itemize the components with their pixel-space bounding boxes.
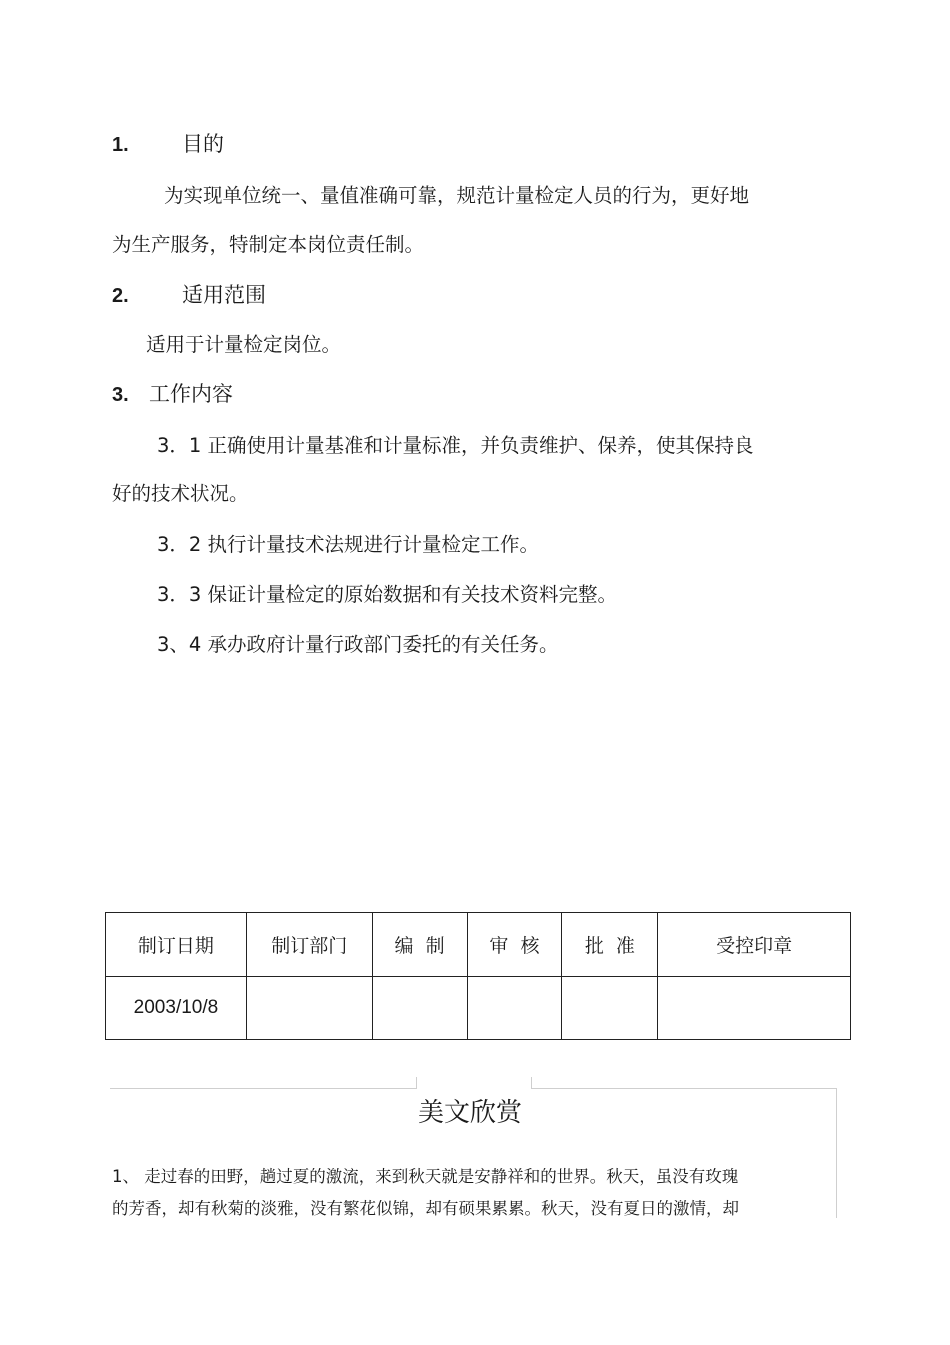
frame-left-notch xyxy=(416,1077,417,1089)
frame-top-right-line xyxy=(531,1088,837,1089)
header-cell-reviewed: 审 核 xyxy=(467,913,562,977)
cell-compiled-value xyxy=(372,977,467,1040)
item-3-3: 3．3 保证计量检定的原始数据和有关技术资料完整。 xyxy=(157,583,618,606)
purpose-paragraph-line2: 为生产服务，特制定本岗位责任制。 xyxy=(112,233,425,256)
section-title: 工作内容 xyxy=(149,382,233,406)
section-1-heading xyxy=(112,128,224,158)
item-3-2: 3．2 执行计量技术法规进行计量检定工作。 xyxy=(157,533,540,556)
section-3-heading xyxy=(112,378,233,408)
cell-reviewed-value xyxy=(467,977,562,1040)
table-row xyxy=(106,977,851,1040)
scope-paragraph: 适用于计量检定岗位。 xyxy=(146,333,342,356)
essay-title: 美文欣赏 xyxy=(418,1098,523,1128)
cell-approved-value xyxy=(562,977,658,1040)
table-header-row xyxy=(106,913,851,977)
cell-date-value: 2003/10/8 xyxy=(106,977,247,1040)
essay-line1: 1、 走过春的田野，趟过夏的激流，来到秋天就是安静祥和的世界。秋天，虽没有玫瑰 xyxy=(112,1167,739,1186)
frame-top-left-line xyxy=(110,1088,416,1089)
item-3-1-line2: 好的技术状况。 xyxy=(112,482,249,505)
frame-right-line xyxy=(836,1088,837,1218)
section-2-heading xyxy=(112,279,266,309)
section-title: 适用范围 xyxy=(182,283,266,307)
header-cell-date: 制订日期 xyxy=(106,913,247,977)
section-title: 目的 xyxy=(182,132,224,156)
header-cell-seal: 受控印章 xyxy=(658,913,851,977)
cell-seal-value xyxy=(658,977,851,1040)
item-3-1-line1: 3．1 正确使用计量基准和计量标准，并负责维护、保养，使其保持良 xyxy=(157,434,754,457)
header-cell-approved: 批 准 xyxy=(562,913,658,977)
record-table xyxy=(105,912,851,1040)
header-cell-compiled: 编 制 xyxy=(372,913,467,977)
header-cell-department: 制订部门 xyxy=(246,913,372,977)
item-3-4: 3、4 承办政府计量行政部门委托的有关任务。 xyxy=(157,633,559,656)
essay-line2: 的芳香，却有秋菊的淡雅，没有繁花似锦，却有硕果累累。秋天，没有夏日的激情，却 xyxy=(112,1199,739,1218)
purpose-paragraph-line1: 为实现单位统一、量值准确可靠，规范计量检定人员的行为，更好地 xyxy=(164,184,750,207)
section-number: 1. xyxy=(112,134,129,156)
section-number: 3. xyxy=(112,384,129,406)
cell-department-value xyxy=(246,977,372,1040)
section-number: 2. xyxy=(112,285,129,307)
